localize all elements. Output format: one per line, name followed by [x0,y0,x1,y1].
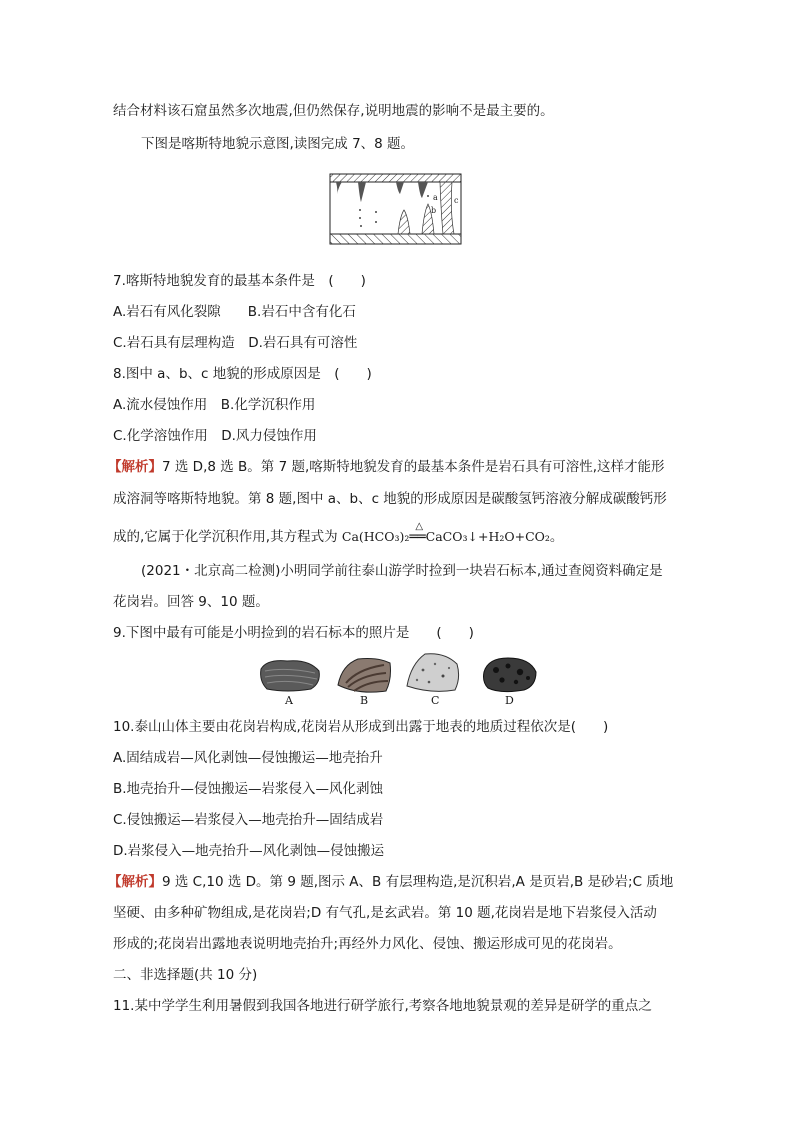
question-10: 10.泰山山体主要由花岗岩构成,花岗岩从形成到出露于地表的地质过程依次是( ) [113,719,609,735]
heat-equals-sign: △ ══ [409,528,425,546]
option-10-c: C.侵蚀搬运—岩浆侵入—地壳抬升—固结成岩 [113,812,384,828]
option-10-a: A.固结成岩—风化剥蚀—侵蚀搬运—地壳抬升 [113,750,383,766]
heat-triangle-icon: △ [415,521,424,532]
answer-9-10-line3: 形成的;花岗岩出露地表说明地壳抬升;再经外力风化、侵蚀、搬运形成可见的花岗岩。 [113,936,622,952]
rock-label-b: B [360,694,369,707]
text-line: 下图是喀斯特地貌示意图,读图完成 7、8 题。 [141,136,415,152]
rock-c-image [405,650,461,694]
options-7-ab: A.岩石有风化裂隙 B.岩石中含有化石 [113,304,356,320]
intro-9-10: (2021・北京高二检测)小明同学前往泰山游学时捡到一块岩石标本,通过查阅资料确定是 [141,563,663,579]
option-10-b: B.地壳抬升—侵蚀搬运—岩浆侵入—风化剥蚀 [113,781,384,797]
options-7-cd: C.岩石具有层理构造 D.岩石具有可溶性 [113,335,358,351]
question-11: 11.某中学学生利用暑假到我国各地进行研学旅行,考察各地地貌景观的差异是研学的重点之 [113,998,652,1014]
rock-label-a: A [285,694,293,707]
question-9: 9.下图中最有可能是小明捡到的岩石标本的照片是 ( ) [113,625,474,641]
label-c: c [454,196,459,205]
answer-9-10-line2: 坚硬、由多种矿物组成,是花岗岩;D 有气孔,是玄武岩。第 10 题,花岗岩是地下岩浆侵入活动 [113,905,657,921]
option-10-d: D.岩浆侵入—地壳抬升—风化剥蚀—侵蚀搬运 [113,843,385,859]
options-8-cd: C.化学溶蚀作用 D.风力侵蚀作用 [113,428,317,444]
answer-9-10-line1 [108,873,673,891]
label-a: a [433,193,438,202]
answer-7-8-line3 [113,521,564,546]
answer-text: 9 选 C,10 选 D。第 9 题,图示 A、B 有层理构造,是沉积岩,A 是页岩,B 是砂岩;C 质地 [162,874,674,890]
formula-products: CaCO₃↓+H₂O+CO₂ [425,529,550,544]
karst-diagram [328,172,463,250]
question-7: 7.喀斯特地貌发育的最基本条件是 ( ) [113,273,366,289]
rock-label-d: D [505,694,514,707]
question-8: 8.图中 a、b、c 地貌的形成原因是 ( ) [113,366,372,382]
answer-7-8-line1 [108,458,665,476]
intro-9-10-cont: 花岗岩。回答 9、10 题。 [113,594,269,610]
formula-reactant: Ca(HCO₃)₂ [341,529,410,544]
analysis-tag: 【解析】 [108,874,162,890]
text-line: 结合材料该石窟虽然多次地震,但仍然保存,说明地震的影响不是最主要的。 [113,103,554,119]
rock-a-image [257,655,323,695]
analysis-tag: 【解析】 [108,459,162,475]
answer-text: 7 选 D,8 选 B。第 7 题,喀斯特地貌发育的最基本条件是岩石具有可溶性,这样才能形 [162,459,665,475]
rock-d-image [480,654,538,694]
answer-text: 。 [549,529,564,545]
section-heading: 二、非选择题(共 10 分) [113,967,258,983]
answer-7-8-line2: 成溶洞等喀斯特地貌。第 8 题,图中 a、b、c 地貌的形成原因是碳酸氢钙溶液分解成碳酸钙形 [113,491,667,507]
options-8-ab: A.流水侵蚀作用 B.化学沉积作用 [113,397,316,413]
answer-text: 成的,它属于化学沉积作用,其方程式为 [113,529,342,545]
rock-label-c: C [431,694,440,707]
rock-b-image [334,655,394,695]
label-b: b [431,206,437,215]
